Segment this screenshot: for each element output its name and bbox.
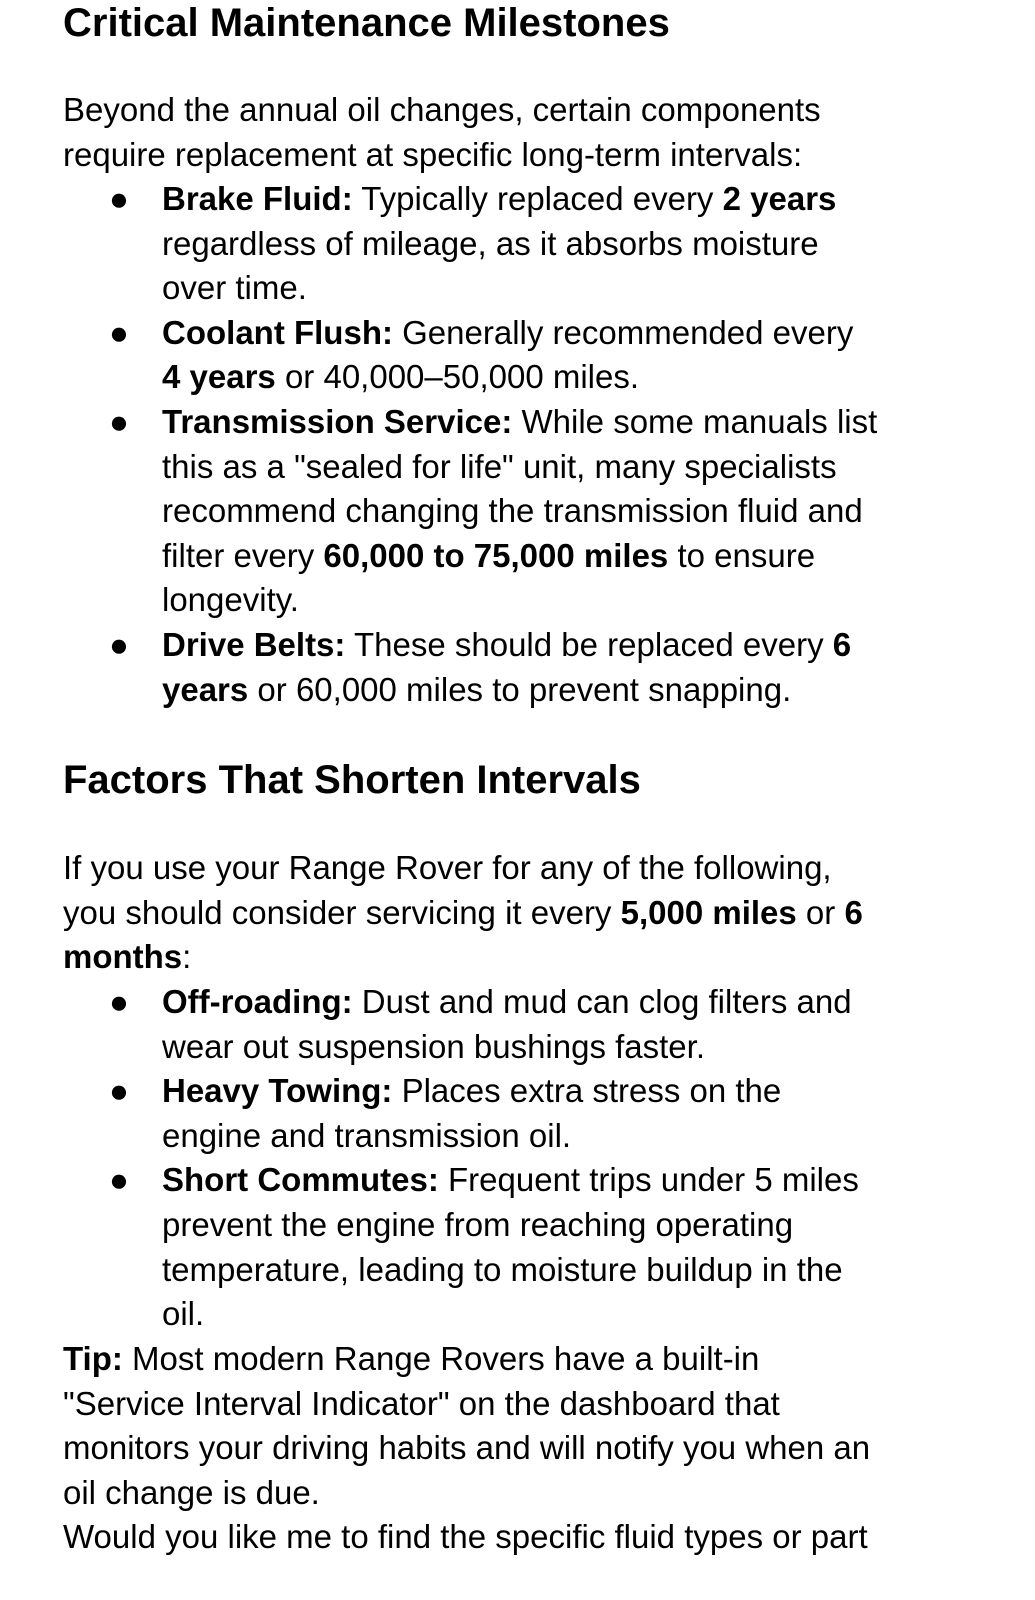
item-label: Off-roading: [162,983,353,1020]
item-label: Coolant Flush: [162,313,393,351]
list-item-short-commutes: ● Short Commutes: Frequent trips under 5 miles prevent the engine from reaching operating temperature, leading to moisture buildup in the oil. [0,1158,982,1336]
section-heading-maintenance-milestones: Critical Maintenance Milestones [63,1,670,45]
list-item-brake-fluid: ● Brake Fluid: Typically replaced every 2 years regardless of mileage, as it absorbs moisture over time. [0,177,982,311]
bullet-icon: ● [109,402,129,440]
item-label: Drive Belts: [162,625,346,663]
bullet-icon: ● [109,1161,129,1199]
tip-label: Tip: [63,1340,123,1377]
list-item-heavy-towing: ● Heavy Towing: Places extra stress on the engine and transmission oil. [0,1069,982,1158]
item-label: Heavy Towing: [162,1072,393,1110]
list-item-coolant-flush: ● Coolant Flush: Generally recommended every 4 years or 40,000–50,000 miles. [0,311,982,400]
list-item-transmission-service: ● Transmission Service: While some manuals list this as a "sealed for life" unit, many specialists recommend changing the transmission fluid and filter every 60,000 to 75,000 miles to ensure longevity. [0,400,982,623]
list-item-off-roading: ● Off-roading: Dust and mud can clog filters and wear out suspension bushings faster. [0,980,982,1069]
tip-paragraph: Tip: Most modern Range Rovers have a built-in "Service Interval Indicator" on the dashboard that monitors your driving habits and will notify you when an oil change is due. [63,1340,871,1511]
list-item-drive-belts: ● Drive Belts: These should be replaced every 6 years or 60,000 miles to prevent snapping. [0,623,982,712]
bullet-icon: ● [109,1072,129,1110]
bullet-icon: ● [109,625,129,663]
milestones-intro: Beyond the annual oil changes, certain components require replacement at specific long-term intervals: [63,91,821,173]
section-heading-shorten-intervals: Factors That Shorten Intervals [63,758,641,802]
item-label: Short Commutes: [162,1161,439,1199]
bullet-icon: ● [109,313,129,351]
shorten-intervals-intro: If you use your Range Rover for any of the following, you should consider servicing it every 5,000 miles or 6 months: [63,849,863,976]
item-label: Brake Fluid: [162,180,353,217]
milestones-list [0,177,982,712]
shorten-factors-list [0,980,982,1337]
followup-question: Would you like me to find the specific fluid types or part [63,1518,868,1555]
bullet-icon: ● [109,180,129,217]
bullet-icon: ● [109,983,129,1020]
item-label: Transmission Service: [162,402,513,440]
